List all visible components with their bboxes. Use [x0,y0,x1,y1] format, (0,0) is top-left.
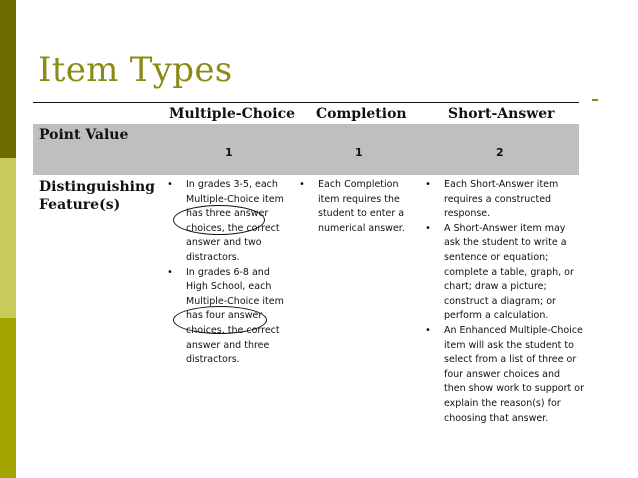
point-value-short-answer: 2 [496,146,504,159]
distinguishing-feature-label: Distinguishing Feature(s) [39,179,155,213]
point-value-label: Point Value [39,127,129,143]
list-item: • A Short-Answer item may ask the student to write a sentence or equation; complete a table, graph, or chart; draw a picture; construct a diagram; or perform a calculation. [424,222,584,324]
short-answer-features [424,178,584,426]
point-value-row [33,124,579,175]
list-item: • Each Completion item requires the student to enter a numerical answer. [298,178,418,236]
point-value-multiple-choice: 1 [225,146,233,159]
completion-features [298,178,418,236]
table-top-rule [33,102,579,103]
accent-bar-middle [0,158,16,318]
accent-dash [592,99,598,101]
list-item: • An Enhanced Multiple-Choice item will ask the student to select from a list of three or four answer choices and then show work to support or explain the reason(s) for choosing that answer. [424,324,584,426]
circle-annotation-four-answer-choices [173,306,267,334]
column-header-short-answer: Short-Answer [448,106,555,122]
column-header-multiple-choice: Multiple-Choice [169,106,296,122]
slide-title: Item Types [38,50,233,90]
accent-bar-top [0,0,16,158]
point-value-completion: 1 [355,146,363,159]
accent-bar-bottom [0,318,16,478]
list-item: • Each Short-Answer item requires a constructed response. [424,178,584,222]
list-item: • In grades 3-5, each Multiple-Choice item has three answer choices, the correct answer and two distractors. [166,178,288,266]
column-header-completion: Completion [316,106,407,122]
list-item: • In grades 6-8 and High School, each Multiple-Choice item has four answer choices, the correct answer and three distractors. [166,266,288,368]
circle-annotation-three-answer-choices [173,205,265,235]
